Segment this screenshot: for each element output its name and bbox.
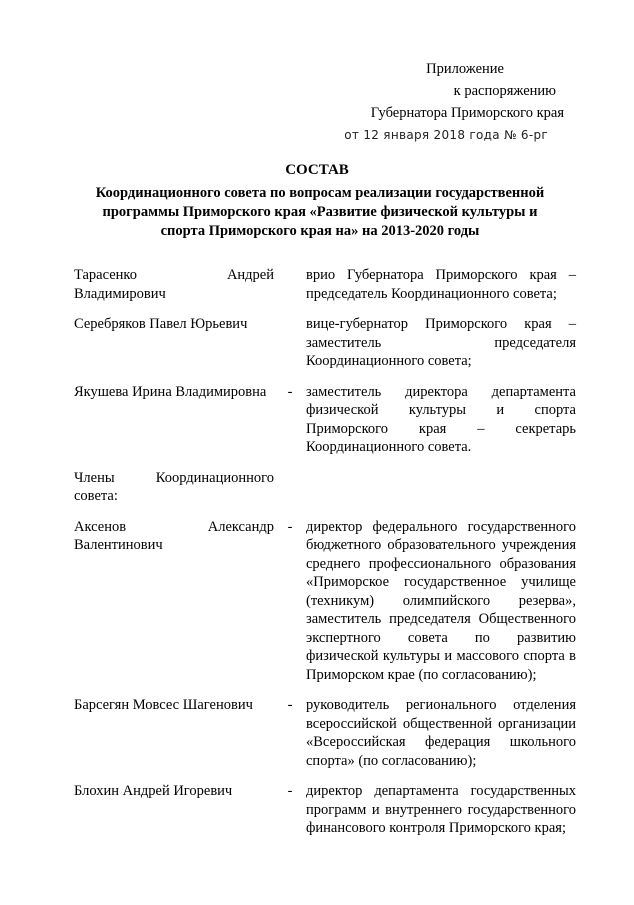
appendix-label: Приложение bbox=[426, 61, 504, 77]
council-composition bbox=[74, 266, 578, 850]
member-name: Блохин Андрей Игоревич bbox=[74, 783, 233, 799]
member-dash bbox=[274, 266, 306, 303]
member-name: Аксенов Александр Валентинович bbox=[74, 518, 274, 553]
order-reference: к распоряжению bbox=[453, 83, 556, 99]
document-subtitle: Координационного совета по вопросам реализации государственной программы Приморского края «Развитие физической культуры и спорта Приморского края на» на 2013-2020 годы bbox=[95, 185, 545, 239]
member-row bbox=[74, 696, 578, 770]
member-name: Барсегян Мовсес Шагенович bbox=[74, 697, 253, 713]
member-role: директор федерального государственного бюджетного образовательного учреждения среднего профессионального образования «Приморское государственное училище (техникум) олимпийского резерва», заместитель председателя Общественного экспертного совета по развитию физической культуры и массового спорта в Приморском крае (по согласованию); bbox=[306, 518, 576, 683]
member-name: Серебряков Павел Юрьевич bbox=[74, 316, 248, 332]
order-date-number: от 12 января 2018 года № 6-рг bbox=[344, 128, 548, 142]
member-row bbox=[74, 782, 578, 838]
member-dash: - bbox=[287, 518, 293, 535]
member-role: руководитель регионального отделения всероссийской общественной организации «Всероссийская федерация школьного спорта» (по согласованию); bbox=[306, 697, 576, 769]
members-heading-row bbox=[74, 469, 578, 506]
member-row bbox=[74, 315, 578, 371]
member-dash bbox=[274, 315, 306, 371]
document-title: СОСТАВ bbox=[285, 162, 349, 178]
member-dash: - bbox=[287, 697, 293, 713]
member-role: врио Губернатора Приморского края – председатель Координационного совета; bbox=[306, 267, 576, 302]
member-name: Якушева Ирина Владимировна bbox=[74, 383, 267, 400]
member-role: директор департамента государственных программ и внутреннего государственного финансового контроля Приморского края; bbox=[306, 783, 576, 836]
member-dash: - bbox=[287, 383, 293, 400]
members-heading: Члены Координационного совета: bbox=[74, 469, 274, 504]
member-name: Тарасенко Андрей Владимирович bbox=[74, 267, 274, 302]
member-role: заместитель директора департамента физической культуры и спорта Приморского края – секретарь Координационного совета. bbox=[306, 383, 576, 455]
member-dash: - bbox=[287, 783, 293, 799]
member-row bbox=[74, 266, 578, 303]
member-row bbox=[74, 383, 578, 457]
member-row bbox=[74, 518, 578, 685]
member-role: вице-губернатор Приморского края – заместитель председателя Координационного совета; bbox=[306, 316, 576, 369]
appendix-header bbox=[300, 58, 590, 146]
issuer: Губернатора Приморского края bbox=[370, 105, 564, 121]
